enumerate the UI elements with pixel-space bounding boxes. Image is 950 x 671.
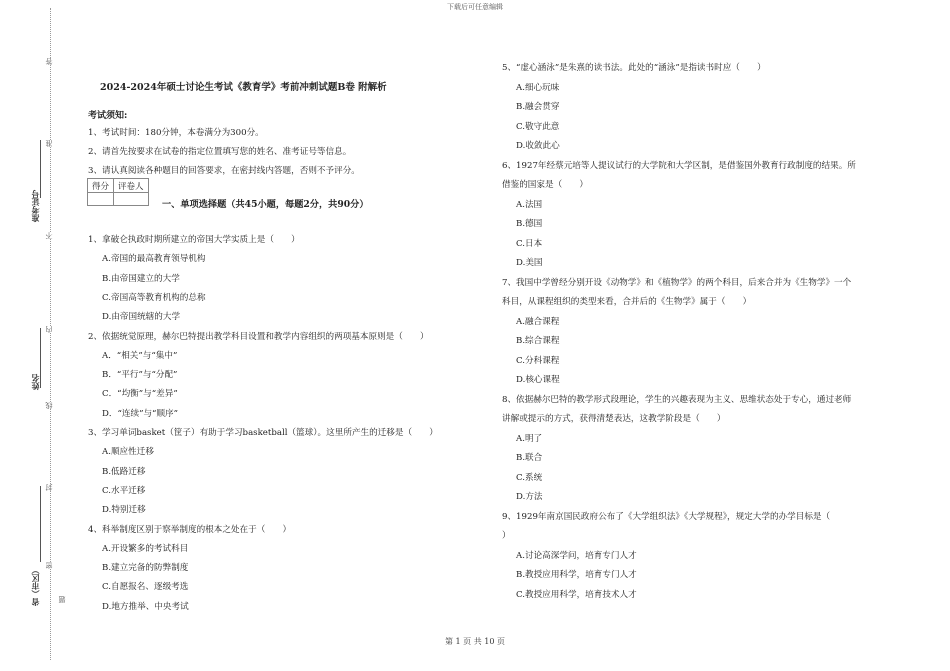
answer-option[interactable]: A．“相关”与“集中” xyxy=(102,350,178,361)
grader-header: 评卷人 xyxy=(114,179,149,193)
answer-option[interactable]: B.综合课程 xyxy=(516,336,560,346)
question-stem: ） xyxy=(502,531,511,541)
cut-char: 不 xyxy=(45,232,53,239)
question-stem: 借鉴的国家是（ ） xyxy=(502,180,588,190)
answer-option[interactable]: B.德国 xyxy=(516,219,543,229)
answer-option[interactable]: D.方法 xyxy=(516,492,543,502)
question-stem: 3、学习单词basket（筐子）有助于学习basketball（篮球）。这里所产生的迁移是（ ） xyxy=(88,428,438,438)
exam-title: 2024-2024年硕士讨论生考试《教育学》考前冲刺试题B卷 附解析 xyxy=(100,82,387,93)
exam-id-label: 准考证号 xyxy=(31,190,40,222)
answer-option[interactable]: B.联合 xyxy=(516,453,543,463)
question-stem: 科目，从课程组织的类型来看，合并后的《生物学》属于（ ） xyxy=(502,297,752,307)
answer-option[interactable]: D．“连续”与“顺序” xyxy=(102,408,179,419)
answer-option[interactable]: C.系统 xyxy=(516,472,543,483)
question-stem: 讲解或提示的方式，获得清楚表达，这教学阶段是（ ） xyxy=(502,414,726,424)
answer-option[interactable]: C．“均衡”与“差异” xyxy=(102,389,178,400)
answer-option[interactable]: C.水平迁移 xyxy=(102,485,146,496)
question-stem: 8、依据赫尔巴特的教学形式段理论，学生的兴趣表现为主义、思维状态处于专心，通过老师 xyxy=(502,394,852,405)
answer-option[interactable]: A.细心玩味 xyxy=(516,82,560,93)
cut-char: 线 xyxy=(45,402,53,409)
instructions-heading: 考试须知: xyxy=(88,111,128,121)
question-stem: 6、1927年经蔡元培等人提议试行的大学院和大学区制，是借鉴国外教育行政制度的结果。所 xyxy=(502,160,856,171)
header-note: 下载后可任意编辑 xyxy=(447,3,503,11)
answer-option[interactable]: D.收敛此心 xyxy=(516,141,560,151)
region-label: 省（市区） xyxy=(31,566,40,606)
answer-option[interactable]: A.帝国的最高教育领导机构 xyxy=(102,254,206,265)
cut-char: 准 xyxy=(45,140,53,147)
question-stem: 4、科举制度区别于察举制度的根本之处在于（ ） xyxy=(88,524,292,535)
cut-char: 封 xyxy=(45,484,53,491)
answer-option[interactable]: B.建立完备的防弊制度 xyxy=(102,563,189,574)
answer-option[interactable]: B.教授应用科学，培育专门人才 xyxy=(516,570,637,580)
answer-option[interactable]: B.由帝国建立的大学 xyxy=(102,273,180,284)
page-footer: 第 1 页 共 10 页 xyxy=(445,637,505,646)
answer-option[interactable]: B.融会贯穿 xyxy=(516,102,560,112)
answer-option[interactable]: B．“平行”与“分配” xyxy=(102,370,178,381)
answer-option[interactable]: A.法国 xyxy=(516,199,543,210)
cut-char: 题 xyxy=(58,596,66,603)
answer-option[interactable]: C.分科课程 xyxy=(516,355,560,366)
name-label: 姓名 xyxy=(31,374,40,390)
question-stem: 5、“虚心涵泳”是朱熹的读书法。此处的“涵泳”是指读书时应（ ） xyxy=(502,63,766,73)
score-header: 得分 xyxy=(88,179,114,193)
score-table xyxy=(87,178,149,206)
question-stem: 2、依据统觉原理，赫尔巴特提出教学科目设置和教学内容组织的两项基本原则是（ ） xyxy=(88,331,429,342)
question-stem: 7、我国中学曾经分别开设《动物学》和《植物学》的两个科目，后来合并为《生物学》一个 xyxy=(502,277,852,288)
instruction-item: 1、考试时间：180分钟，本卷满分为300分。 xyxy=(88,128,264,138)
question-stem: 9、1929年南京国民政府公布了《大学组织法》《大学规程》，规定大学的办学目标是（ xyxy=(502,511,831,522)
answer-option[interactable]: A.融合课程 xyxy=(516,316,560,327)
answer-option[interactable]: C.帝国高等教育机构的总称 xyxy=(102,292,206,303)
answer-option[interactable]: C.日本 xyxy=(516,238,543,249)
grader-cell xyxy=(114,193,149,206)
cut-char: 密 xyxy=(45,562,53,569)
answer-option[interactable]: A.明了 xyxy=(516,433,543,444)
instruction-item: 2、请首先按要求在试卷的指定位置填写您的姓名、准考证号等信息。 xyxy=(88,147,352,157)
cut-char: 答 xyxy=(45,58,53,65)
answer-option[interactable]: C.敬守此意 xyxy=(516,121,560,132)
answer-option[interactable]: A.顺应性迁移 xyxy=(102,447,154,458)
answer-option[interactable]: D.地方推举、中央考试 xyxy=(102,601,189,612)
answer-option[interactable]: A.开设繁多的考试科目 xyxy=(102,543,189,554)
answer-option[interactable]: D.美国 xyxy=(516,258,543,268)
question-stem: 1、拿破仑执政时期所建立的帝国大学实质上是（ ） xyxy=(88,235,300,245)
answer-option[interactable]: D.由帝国统辖的大学 xyxy=(102,312,181,323)
answer-option[interactable]: D.核心课程 xyxy=(516,375,560,385)
cut-char: 内 xyxy=(45,326,53,333)
answer-option[interactable]: D.特别迁移 xyxy=(102,505,146,516)
section-heading: 一、单项选择题（共45小题，每题2分，共90分） xyxy=(162,199,369,210)
region-fill-line xyxy=(40,486,41,562)
answer-option[interactable]: B.低路迁移 xyxy=(102,466,146,477)
answer-option[interactable]: C.教授应用科学，培育技术人才 xyxy=(516,589,637,600)
instruction-item: 3、请认真阅读各种题目的回答要求，在密封线内答题，否则不予评分。 xyxy=(88,166,360,176)
answer-option[interactable]: C.自愿报名、逐级考选 xyxy=(102,582,189,593)
score-cell xyxy=(88,193,114,206)
answer-option[interactable]: A.讨论高深学问，培育专门人才 xyxy=(516,550,637,561)
